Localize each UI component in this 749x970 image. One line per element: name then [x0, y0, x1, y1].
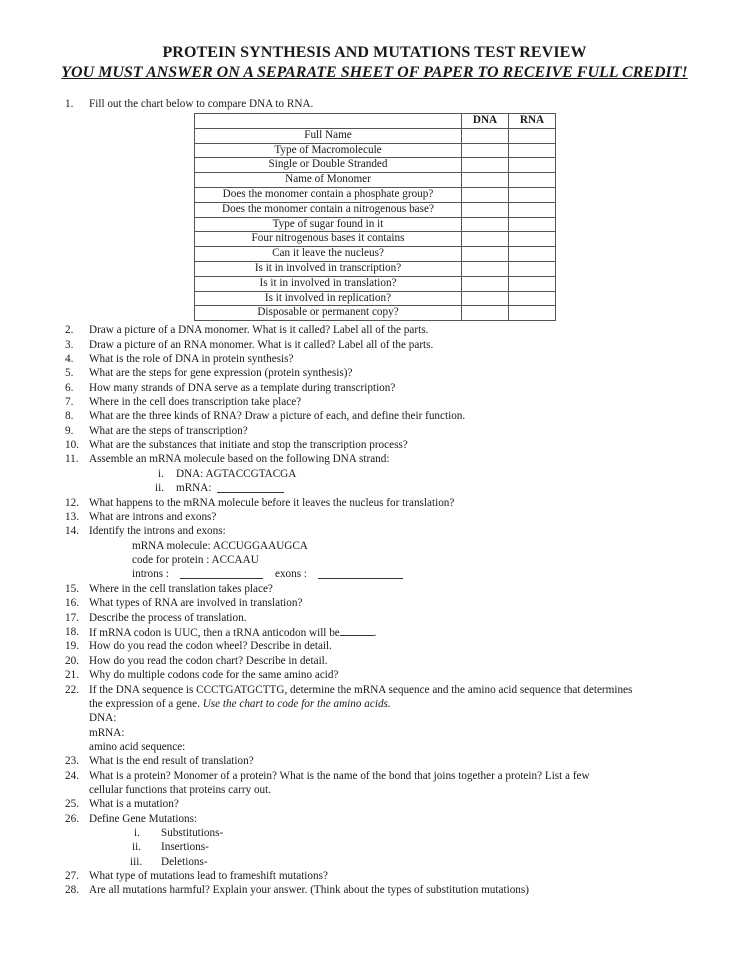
row-label: Disposable or permanent copy? [195, 306, 462, 321]
q11-sub-i [158, 467, 297, 482]
introns-blank [180, 568, 263, 579]
question-text: How many strands of DNA serve as a template during transcription? [89, 382, 396, 394]
sub-number: ii. [132, 841, 142, 853]
table-row [195, 128, 556, 143]
question-text: Define Gene Mutations: [89, 813, 198, 825]
question-text: What happens to the mRNA molecule before it leaves the nucleus for translation? [89, 497, 455, 509]
dna-strand: DNA: AGTACCGTACGA [176, 468, 297, 480]
table-row [195, 291, 556, 306]
dna-cell [462, 261, 509, 276]
q14-mrna-molecule: mRNA molecule: ACCUGGAAUGCA [132, 540, 308, 552]
dna-cell [462, 306, 509, 321]
row-label: Is it involved in replication? [195, 291, 462, 306]
table-header-dna: DNA [462, 114, 509, 129]
q22-amino-acid-label: amino acid sequence: [89, 741, 186, 753]
table-row [195, 261, 556, 276]
rna-cell [509, 217, 556, 232]
rna-cell [509, 247, 556, 262]
exons-label: exons : [275, 568, 308, 580]
q22-continuation [89, 697, 391, 712]
period: . [373, 627, 377, 639]
q22-cont-text: the expression of a gene. [89, 698, 203, 710]
rna-cell [509, 261, 556, 276]
mutation-type: Deletions- [161, 856, 208, 868]
table-row [195, 187, 556, 202]
question-number: 12. [65, 497, 79, 509]
table-row [195, 247, 556, 262]
mutation-type: Insertions- [161, 841, 209, 853]
q22-instruction: Use the chart to code for the amino acids. [202, 698, 391, 710]
question-number: 11. [65, 453, 79, 465]
rna-cell [509, 232, 556, 247]
question-number: 13. [65, 511, 79, 523]
dna-cell [462, 232, 509, 247]
question-number: 7. [65, 396, 74, 408]
row-label: Can it leave the nucleus? [195, 247, 462, 262]
question-text: Are all mutations harmful? Explain your answer. (Think about the types of substitution mutations) [89, 884, 529, 896]
question-text: Where in the cell does transcription take place? [89, 396, 302, 408]
row-label: Does the monomer contain a nitrogenous base? [195, 202, 462, 217]
question-number: 14. [65, 525, 79, 537]
page-subtitle: YOU MUST ANSWER ON A SEPARATE SHEET OF PAPER TO RECEIVE FULL CREDIT! [61, 64, 688, 81]
question-number: 15. [65, 583, 79, 595]
dna-rna-comparison-table [194, 113, 556, 321]
dna-cell [462, 276, 509, 291]
question-number: 6. [65, 382, 74, 394]
row-label: Is it in involved in translation? [195, 276, 462, 291]
question-text: Describe the process of translation. [89, 612, 247, 624]
question-text: What is a protein? Monomer of a protein? What is the name of the bond that joins together a protein? List a few [89, 770, 590, 782]
table-row [195, 276, 556, 291]
mrna-answer-blank [217, 482, 284, 493]
question-text: What type of mutations lead to frameshift mutations? [89, 870, 328, 882]
question-number: 8. [65, 410, 74, 422]
q14-code-for-protein: code for protein : ACCAAU [132, 554, 259, 566]
dna-cell [462, 247, 509, 262]
q26-sub-i [134, 826, 224, 841]
row-label: Is it in involved in transcription? [195, 261, 462, 276]
question-number: 1. [65, 98, 74, 110]
rna-cell [509, 306, 556, 321]
question-text: What is a mutation? [89, 798, 179, 810]
table-header-blank [195, 114, 462, 129]
page-title: PROTEIN SYNTHESIS AND MUTATIONS TEST REVIEW [162, 44, 587, 61]
row-label: Single or Double Stranded [195, 158, 462, 173]
q26-sub-iii [130, 855, 208, 870]
question-text: What are the steps of transcription? [89, 425, 248, 437]
dna-cell [462, 217, 509, 232]
table-row [195, 306, 556, 321]
question-number: 25. [65, 798, 79, 810]
question-number: 3. [65, 339, 74, 351]
question-text: Draw a picture of an RNA monomer. What is it called? Label all of the parts. [89, 339, 434, 351]
question-number: 26. [65, 813, 79, 825]
dna-cell [462, 173, 509, 188]
question-number: 18. [65, 626, 79, 638]
question-number: 9. [65, 425, 74, 437]
sub-number: i. [134, 827, 140, 839]
table-row [195, 202, 556, 217]
table-header-row [195, 114, 556, 129]
rna-cell [509, 187, 556, 202]
q22-dna-label: DNA: [89, 712, 117, 724]
question-text: What are introns and exons? [89, 511, 217, 523]
rna-cell [509, 276, 556, 291]
question-number: 4. [65, 353, 74, 365]
question-number: 28. [65, 884, 79, 896]
rna-cell [509, 173, 556, 188]
q26-sub-ii [132, 840, 209, 855]
question-text: What are the steps for gene expression (protein synthesis)? [89, 367, 353, 379]
dna-cell [462, 291, 509, 306]
table-row [195, 217, 556, 232]
question-text: Why do multiple codons code for the same amino acid? [89, 669, 339, 681]
question-text: What are the three kinds of RNA? Draw a picture of each, and define their function. [89, 410, 466, 422]
row-label: Does the monomer contain a phosphate group? [195, 187, 462, 202]
sub-number: i. [158, 468, 164, 480]
q11-sub-ii [155, 481, 212, 496]
row-label: Four nitrogenous bases it contains [195, 232, 462, 247]
question-text: If the DNA sequence is CCCTGATGCTTG, determine the mRNA sequence and the amino acid sequence that determines [89, 684, 633, 696]
question-number: 24. [65, 770, 79, 782]
question-number: 22. [65, 684, 79, 696]
row-label: Type of Macromolecule [195, 143, 462, 158]
question-text: What types of RNA are involved in translation? [89, 597, 303, 609]
question-number: 16. [65, 597, 79, 609]
question-number: 21. [65, 669, 79, 681]
question-number: 23. [65, 755, 79, 767]
dna-cell [462, 143, 509, 158]
introns-label: introns : [132, 568, 169, 580]
question-text: Fill out the chart below to compare DNA to RNA. [89, 98, 314, 110]
question-text: How do you read the codon wheel? Describe in detail. [89, 640, 332, 652]
question-text: Where in the cell translation takes place? [89, 583, 273, 595]
q22-mrna-label: mRNA: [89, 727, 125, 739]
question-text: What is the role of DNA in protein synthesis? [89, 353, 294, 365]
dna-cell [462, 187, 509, 202]
dna-cell [462, 128, 509, 143]
question-number: 5. [65, 367, 74, 379]
sub-number: ii. [155, 482, 165, 494]
q24-continuation: cellular functions that proteins carry out. [89, 784, 272, 796]
row-label: Full Name [195, 128, 462, 143]
rna-cell [509, 158, 556, 173]
rna-cell [509, 291, 556, 306]
exons-blank [318, 568, 403, 579]
question-number: 27. [65, 870, 79, 882]
question-text: What is the end result of translation? [89, 755, 254, 767]
question-number: 10. [65, 439, 79, 451]
question-number: 17. [65, 612, 79, 624]
question-number: 2. [65, 324, 74, 336]
question-text: What are the substances that initiate and stop the transcription process? [89, 439, 408, 451]
table-header-rna: RNA [509, 114, 556, 129]
rna-cell [509, 128, 556, 143]
row-label: Type of sugar found in it [195, 217, 462, 232]
row-label: Name of Monomer [195, 173, 462, 188]
dna-cell [462, 158, 509, 173]
table-row [195, 173, 556, 188]
question-number: 19. [65, 640, 79, 652]
table-row [195, 143, 556, 158]
anticodon-blank [340, 625, 374, 636]
question-text: If mRNA codon is UUC, then a tRNA anticodon will be [89, 627, 340, 639]
dna-cell [462, 202, 509, 217]
question-text: How do you read the codon chart? Describe in detail. [89, 655, 328, 667]
question-text: Assemble an mRNA molecule based on the following DNA strand: [89, 453, 390, 465]
mutation-type: Substitutions- [161, 827, 224, 839]
rna-cell [509, 143, 556, 158]
mrna-label: mRNA: [176, 482, 212, 494]
rna-cell [509, 202, 556, 217]
sub-number: iii. [130, 856, 143, 868]
question-text: Draw a picture of a DNA monomer. What is it called? Label all of the parts. [89, 324, 429, 336]
q14-introns-exons [132, 567, 308, 582]
table-row [195, 232, 556, 247]
table-row [195, 158, 556, 173]
question-text: Identify the introns and exons: [89, 525, 226, 537]
question-number: 20. [65, 655, 79, 667]
